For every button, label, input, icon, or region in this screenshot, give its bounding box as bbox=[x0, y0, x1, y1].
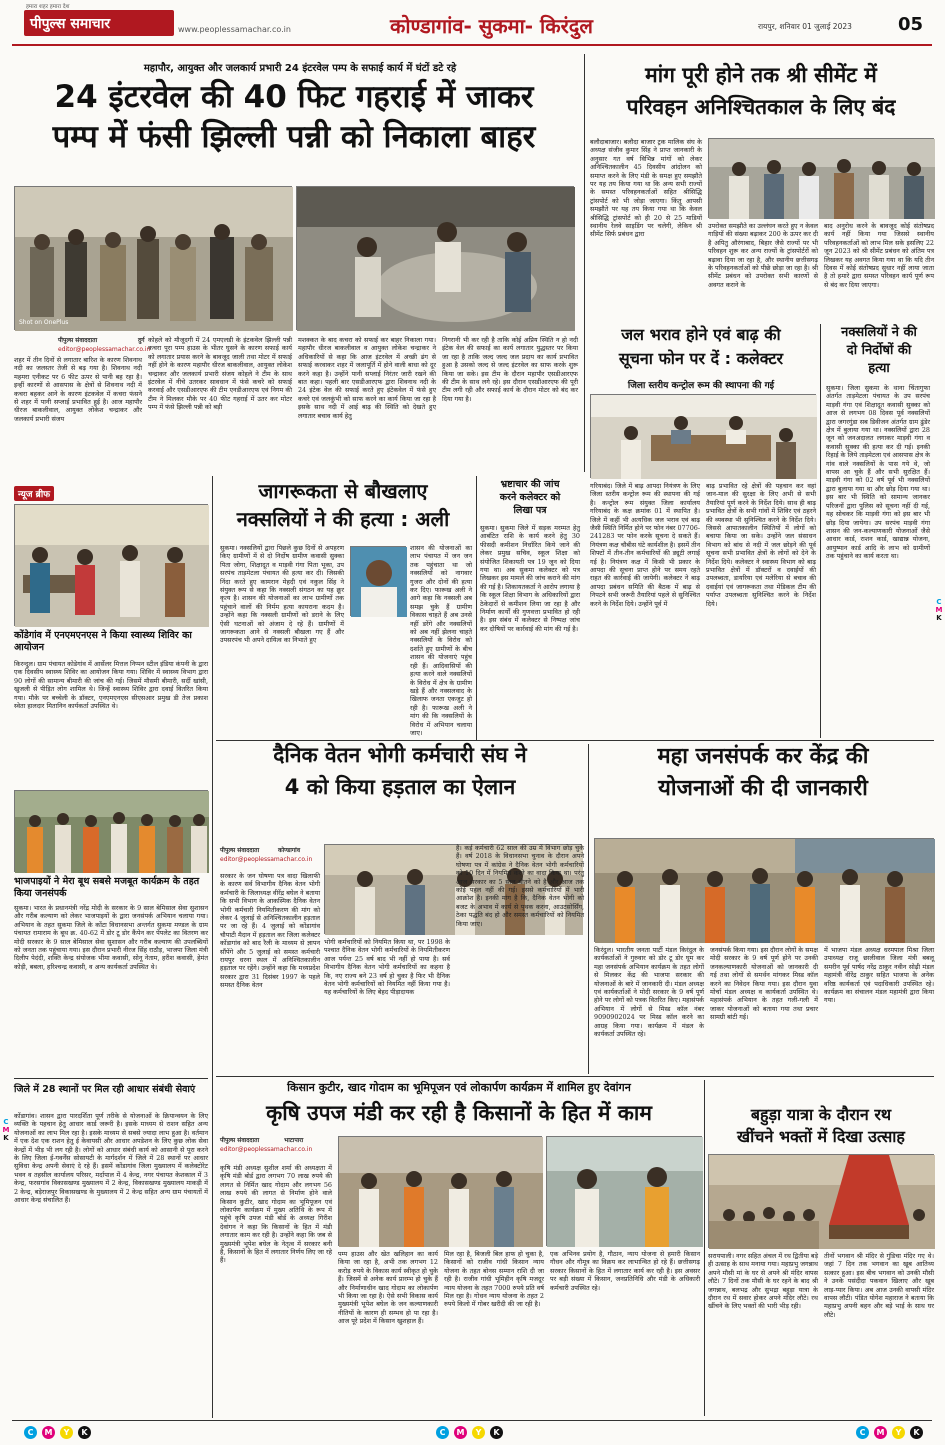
reg-right-k: K bbox=[936, 614, 942, 622]
article7-photo-image bbox=[15, 505, 209, 627]
cmyk-block-center bbox=[436, 1426, 526, 1440]
divider-article6 bbox=[476, 476, 477, 740]
article12-col3: मिल रहा है, बिजली बिल हाफ हो चुका है, किसानों को राजीव गांधी किसान न्याय योजना के तहत बोनस सम्मान राशि दी जा रही है। राजीव गांधी भूमिहीन कृषि मजदूर न्याय योजना के तहत 7000 रुपये प्रति वर्ष मिल रहा है। गोधन न्याय योजना के तहत 2 रुपये किलो में गोबर खरीदी की जा रही है। bbox=[444, 1250, 544, 1309]
cmyk-y-right: Y bbox=[892, 1426, 905, 1439]
article3-headline-line2: सूचना फोन पर दें : कलेक्टर bbox=[618, 349, 784, 368]
article11-headline-line2: योजनाओं की दी जानकारी bbox=[658, 776, 868, 801]
news-brief-tag bbox=[14, 482, 54, 501]
article12-byline-email[interactable]: editor@peoplessamachar.co.in bbox=[220, 1146, 313, 1153]
article10-byline-name: पीपुल्स संवाददाता bbox=[220, 847, 260, 854]
article8-photo-image bbox=[15, 791, 209, 873]
article10-col1: सरकार के जन घोषणा पत्र वादा खिलाफी के कारण सर्व विभागीय दैनिक वेतन भोगी कर्मचारी के जिलाध्यक्ष वीरेंद्र बघेल ने बताया कि सभी विभाग के आकस्मिक दैनिक वेतन भोगी कर्मचारी नियमितीकरण की मांग को लेकर 4 जुलाई से अनिश्चितकालीन हड़ताल पर जा रहे हैं। 4 जुलाई को कोंडागांव चौपाटी मैदान में हड़ताल कर जिला कलेक्टर कोंडागांव को बाद रैली के माध्यम से ज्ञापन सौंपेंगे और 5 जुलाई को समस्त कर्मचारी रायपुर धरना स्थल में अनिश्चितकालीन हड़ताल पर रहेंगे। उन्होंने कहा कि मध्यप्रदेश सरकार द्वारा 31 दिसंबर 1997 के पहले समस्त दैनिक वेतन bbox=[220, 872, 320, 990]
article3-col2: बाढ़ प्रभावित रहे क्षेत्रों की पहचान कर वहां जान-माल की सुरक्षा के लिए अभी से सभी तैयारियां पूर्ण करने के निर्देश दिये। साथ ही बाढ़ प्रभावित क्षेत्रों के सभी गांवों में शिविर एवं ठहरने की व्यवस्था भी सुनिश्चित करने के निर्देश दिये। जिससे आपातकालीन स्थितियों में लोगों को बचाया किया जा सके। उन्होंने जल संसाधन विभाग को बांध से नदी में जल छोड़ने की पूर्व सूचना सभी प्रभावित क्षेत्रों के लोगों को देने के निर्देश दिये। कलेक्टर ने स्वास्थ्य विभाग को बाढ़ प्रभावित क्षेत्रों में डॉक्टरों व दवाईयों की उपलब्धता, डायरिया एवं मलेरिया से बचाव की दवाईयां एवं जागरूकता तथा मेडिकल टीम की पर्याप्त उपलब्धता सुनिश्चित करने के निर्देश दिये। bbox=[706, 482, 816, 608]
cmyk-c-center: C bbox=[436, 1426, 449, 1439]
dateline: रायपुर, शनिवार 01 जुलाई 2023 bbox=[758, 22, 852, 31]
article11-col3: में भाजपा मंडल अध्यक्ष धरमपाल मिश्रा जिला उपाध्यक्ष राजू छालीवाल जिला मंत्री बबलू समरीन पूर्व पार्षद नरेंद्र ठाकुर नवीन सोढ़ी मंडल महामंत्री वीरेंद्र ठाकुर सहित भाजपा के अनेक वरिष्ठ कार्यकर्ता एवं पदाधिकारी उपस्थित रहे। कार्यक्रम का संचालन मंडल महामंत्री द्वारा किया गया। bbox=[824, 946, 934, 1005]
cmyk-m-right: M bbox=[874, 1426, 887, 1439]
article2-col3: बाद अनुरोध करने के बावजूद कोई संतोषप्रद कार्य नहीं किया गया जिससे स्थानीय परिवहनकर्ताओं को लाभ मिल सके इसलिए 22 जून 2023 को श्री सीमेंट प्रबंधन को अंतिम पत्र लिखकर यह अवगत किया गया था कि यदि तीन दिवस में कोई संतोषप्रद सुधार नहीं लाया जाता है तो हमारे द्वारा समस्त परिवहन कार्य पूर्ण रूप से बंद कर दिया जाएगा। bbox=[824, 222, 934, 289]
masthead bbox=[0, 0, 945, 46]
cmyk-k-right: K bbox=[910, 1426, 923, 1439]
article7-photo bbox=[14, 504, 208, 626]
article1-byline-name: पीपुल्स संवाददाता bbox=[58, 337, 98, 344]
article4-headline-line3: हत्या bbox=[868, 361, 890, 376]
article12-byline-city: भाटापारा bbox=[284, 1137, 304, 1144]
article10-col3: है। कई कर्मचारी 62 साल की उम्र में विभाग छोड़ चुके हैं। वर्ष 2018 के विधानसभा चुनाव के दौरान अपने घोषणा पत्र में कांग्रेस ने दैनिक वेतन भोगी कर्मचारियों को 10 दिन में नियमित करने का वादा किया था। परंतु आज सरकार का 5 साल बीतने को है और आज तक कोई पहल नहीं की गई। इससे कर्मचारियों में भारी आक्रोश है। इनकी मांग है कि, दैनिक वेतन भोगी को बजट के अभाव में कार्य से पृथक करना, आउटसोर्सिंग, ठेका पद्धति बंद हो और समस्त कर्मचारियों को नियमित किया जाए। bbox=[456, 844, 584, 928]
article11-photo-image bbox=[595, 839, 935, 943]
article5-col1: सुकमा। नक्सलियों द्वारा पिछले कुछ दिनों से अपहरण किए ग्रामीणों में से दो निर्दोष ग्रामीण कवासी सुक्का पिता जोगा, शिक्षादूत व माड़वी गंगा पिता भूका, उप सरपंच ताड़मेटला पंचायत की हत्या कर दी। जिसकी निंदा करते हुए कामरान मेहदी एवं नकुल सिंह ने संयुक्त रूप से कहा कि नक्सली संगठन का यह क्रूर कृत्य है। शासन की योजनाओं का लाभ ग्रामीणों तक पहुंचाने वालों की निर्मम हत्या कायराना कदम है। उन्होंने कहा कि नक्सली ग्रामीणों को डराने के लिए ऐसी घटनाओं को अंजाम दे रहे हैं। ग्रामीणों में जागरूकता आने से नक्सली बौखला गए हैं और उपसरपंच भी अपने दायित्व का निभाते हुए bbox=[220, 544, 344, 645]
article2-headline-line1: मांग पूरी होने तक श्री सीमेंट में bbox=[645, 63, 877, 87]
article6-body: सुकमा। सुकमा जिले में सड़क मरम्मत हेतु आबंटित राशि के कार्य करने हेतु 30 फीसदी कमीशन निर्धारित किये जाने की लेकर प्रमुख सचिव, स्कूल शिक्षा को संयोजित शिकायती पत्र 19 जून को दिया गया था। अब सुकमा कलेक्टर को पत्र लिखकर इस मामले की जांच कराने की मांग की गई है। शिकायतकर्ता ने आरोप लगाया है कि स्कूल शिक्षा विभाग के अधिकारियों द्वारा ठेकेदारों से कमीशन लिया जा रहा है और निर्माण कार्यों की गुणवत्ता प्रभावित हो रही है। इस संबंध में कलेक्टर से निष्पक्ष जांच कर दोषियों पर कार्रवाई की मांग की गई है। bbox=[480, 524, 580, 633]
article1-headline-line2: पम्प में फंसी झिल्ली पन्नी को निकाला बाहर bbox=[52, 119, 536, 155]
article7-body: किरन्दुल। ग्राम पंचायत कोडेगांव में आर्सेलर मित्तल निप्पन स्टील इंडिया कंपनी के द्वारा एक दिवसीय स्वास्थ्य शिविर का आयोजन किया गया। शिविर में स्वास्थ्य विभाग द्वारा 90 लोगों की सामान्य बीमारी की जांच की गई। जिसमें मौसमी बीमारी, सर्दी खांसी, खुजली से पीड़ित लोग शामिल थे। जिन्हें स्वास्थ्य शिविर द्वारा दवाई वितरित किया गया। मौके पर बच्चेली के डॉक्टर, एनएमएनएस सीएसआर प्रमुख डी तेज प्रकाश स्वेता हालदार मितानिन कार्यकर्ता उपस्थित थे। bbox=[14, 660, 208, 711]
article6-headline-line1: भ्रष्टाचार की जांच bbox=[500, 479, 560, 490]
article10-headline-line2: 4 को किया हड़ताल का ऐलान bbox=[284, 775, 516, 799]
cmyk-block-right bbox=[856, 1426, 936, 1440]
article1-byline-city: दुर्ग bbox=[138, 337, 145, 344]
article1-photo-left bbox=[14, 186, 292, 330]
article7-headline: कोंडेगांव में एनएमएनएस ने किया स्वास्थ्य शिविर का आयोजन bbox=[14, 630, 192, 653]
article12-col1: कृषि मंडी अध्यक्ष सुशील शर्मा की अध्यक्षता में कृषि मंडी बोर्ड द्वारा लगभग 70 लाख रुपये की लागत से निर्मित खाद गोदाम और लगभग 56 लाख रुपये की लागत से निर्माण होने वाले किसान कुटीर, खाद गोदाम का भूमिपूजन एवं लोकार्पण कार्यक्रम में मुख्य अतिथि के रूप में पहुंचे कृषि उपज मंडी बोर्ड के अध्यक्ष गिरीश देवांगन ने कहा कि किसानों के हित में मंडी लगातार काम कर रही है। उन्होंने कहा कि जब से मुख्यमंत्री भूपेश बघेल के नेतृत्व में सरकार बनी है, किसानों के हित में लगातार निर्णय लिए जा रहे हैं। bbox=[220, 1164, 332, 1265]
article2-photo-image bbox=[709, 139, 935, 219]
logo[interactable] bbox=[24, 10, 174, 36]
article12-photo-left-image bbox=[339, 1137, 543, 1247]
article1-photo-left-image bbox=[15, 187, 293, 331]
article4-headline-line2: दो निर्दोषों की bbox=[846, 343, 912, 358]
bottom-rule bbox=[12, 1420, 932, 1421]
divider-article13 bbox=[704, 1080, 705, 1416]
article4-headline-line1: नक्सलियों ने की bbox=[841, 325, 917, 340]
divider-left-lower bbox=[14, 1078, 208, 1079]
article5-headline-line1: जागरूकता से बौखलाए bbox=[258, 479, 428, 503]
divider-article11 bbox=[588, 744, 589, 1074]
article12-headline: कृषि उपज मंडी कर रही है किसानों के हित में काम bbox=[266, 1101, 652, 1125]
article2-photo bbox=[708, 138, 934, 218]
article12-photo-right bbox=[546, 1136, 702, 1246]
article3-photo bbox=[590, 394, 816, 478]
cmyk-y-center: Y bbox=[472, 1426, 485, 1439]
article10-headline-line1: दैनिक वेतन भोगी कर्मचारी संघ ने bbox=[273, 743, 527, 767]
divider-mid-horizontal bbox=[216, 740, 934, 741]
article10-col2: भोगी कर्मचारियों को नियमित किया था, पर 1998 के पश्चात दैनिक वेतन भोगी कर्मचारियों के नियमितीकरण आज पर्यन्त 25 वर्ष बाद भी नहीं हो पाया है। सर्व विभागीय दैनिक वेतन भोगी कर्मचारियों का कहना है कि, नए राज्य बने 23 वर्ष हो चुका है फिर भी दैनिक वेतन भोगी कर्मचारियों को नियमित नहीं किया गया है। यह कर्मचारियों के लिए बेहद पीड़ादायक bbox=[324, 938, 450, 997]
article11-col1: किरंदुल। भारतीय जनता पार्टी मंडल किरंदुल के कार्यकर्ताओं ने गुरुवार को डोर टू डोर घूम कर महा जनसंपर्क अभियान कार्यक्रम के तहत लोगों से मिलकर केंद्र की भाजपा सरकार की योजनाओं के बारे में जानकारी दी। मंडल अध्यक्ष एवं कार्यकर्ताओं ने मोदी सरकार के 9 वर्ष पूर्ण होने पर लोगों को पत्रक वितरित किए। महासंपर्क अभियान में लोगों से मिस्ड कॉल नंबर 9090902024 पर मिस्ड कॉल करने का आग्रह किया गया। कार्यक्रम में मंडल के कार्यकर्ता उपस्थित रहे। bbox=[594, 946, 704, 1039]
section-title: कोण्डागांव- सुकमा- किरंदुल bbox=[390, 14, 593, 38]
cmyk-block-left bbox=[24, 1426, 114, 1440]
article3-subheadline: जिला स्तरीय कन्ट्रोल रूम की स्थापना की गई bbox=[627, 381, 775, 391]
article13-headline-line2: खींचने भक्तों में दिखा उत्साह bbox=[737, 1127, 905, 1146]
cmyk-y-left: Y bbox=[60, 1426, 73, 1439]
article8-body: सुकमा। भारत के प्रधानमंत्री नरेंद्र मोदी के सरकार के 9 साल बेमिसाल सेवा सुशासन और गरीब कल्याण को लेकर भाजपाइयों के द्वारा जनसंपर्क अभियान चलाया गया। अभियान के तहत सुकमा जिले के कोंटा विधानसभा अन्तर्गत सुकमा मण्डल के ग्राम पंचायत रामाराम के बूथ क्र. 40-62 में डोर टू डोर कैंपेन कर पेंपलेट का वितरण कर मोदी सरकार के 9 साल बेमिसाल सेवा सुशासन और गरीब कल्याण की उपलब्धियों को जनता तक पहुंचाया गया। इस दौरान प्रभारी नीरज सिंह राठौड़, भाजपा जिला मंत्री दिलीप पेदंदी, शक्ति केन्द्र संयोजक भीमा कवासी, सोनू नेताम, हरीश कवासी, हेमंत कोड़ी, बबला, हरिश्चन्द्र कवासी, व अन्य कार्यकर्ता उपस्थित थे। bbox=[14, 904, 208, 971]
article12-col2: पम्प हाउस और खेत खलिहान का कार्य किया जा रहा है, अभी तक लगभग 12 करोड़ रुपये के विकास कार्य स्वीकृत हो चुके हैं। जिसमें से अनेक कार्य प्रारम्भ हो चुके हैं और निर्माणाधीन खाद गोदाम का लोकार्पण भी किया जा रहा है। ऐसे सभी विकास कार्य मुख्यमंत्री भूपेश बघेल के जन कल्याणकारी नीतियों के कारण ही सम्भव हो पा रहा है। आज पूरे प्रदेश में किसान खुशहाल हैं। bbox=[338, 1250, 438, 1326]
article2-col1: बलौदाबाजार। बलौदा बाजार ट्रक मालिक संघ के अध्यक्ष संजीव कुमार सिंह ने प्राप्त जानकारी के अनुसार गत वर्ष विभिन्न मांगों को लेकर अनिश्चितकालीन 45 दिवसीय आंदोलन को समाप्त करने के लिए मंडी के समक्ष हुए समझौते पर यह तय किया गया था कि अन्य सभी राज्यों के समस्त परिवहनकर्ताओं सहित श्रीसिद्धि ट्रांसपोर्ट को भी जोड़ा जाएगा। किंतु आपसी समझौते पर यह तय किया गया था कि केवल श्रीसिद्धि ट्रांसपोर्ट को ही 20 से 25 माडियों स्थानीय रेलवे साइडिंग पर चलेगी, लेकिन श्री सीमेंट सिर्फ प्रबंधन द्वारा bbox=[590, 138, 702, 239]
cmyk-k-left: K bbox=[78, 1426, 91, 1439]
cmyk-c-right: C bbox=[856, 1426, 869, 1439]
masthead-rule bbox=[12, 44, 932, 46]
article1-photo-right-image bbox=[297, 187, 575, 331]
reg-right-m: M bbox=[935, 606, 943, 614]
logo-text: पीपुल्स समाचार bbox=[30, 16, 111, 32]
reg-left-m: M bbox=[2, 1126, 10, 1134]
article11-headline-line1: महा जनसंपर्क कर केंद्र की bbox=[657, 744, 869, 769]
article6-headline-line3: लिखा पत्र bbox=[513, 505, 547, 516]
article13-col1: सरायपाली। नगर सहित अंचल में रथ द्वितीया बड़े ही उत्साह के साथ मनाया गया। महाप्रभु जगन्नाथ अपने मौसी मां के घर से अपने श्री मंदिर वापस लौटे। 7 दिनों तक मौसी के घर रहने के बाद श्री जगन्नाथ, बलभद्र और सुभद्रा बहुड़ा यात्रा के दौरान रथ में सवार होकर अपने मंदिर लौटे। रथ खींचने के लिए भक्तों की भारी भीड़ रही। bbox=[708, 1252, 818, 1311]
article12-col4: एक अभिनव प्रयोग है, गौठान, न्याय योजना से हमारी किसान गौधन और गौमूत्र का विक्रय कर लाभान्वित हो रहे हैं। छत्तीसगढ़ सरकार किसानों के हित में लगातार कार्य कर रही है। इस अवसर पर बड़ी संख्या में किसान, जनप्रतिनिधि और मंडी के अधिकारी कर्मचारी उपस्थित रहे। bbox=[550, 1250, 700, 1292]
article3-headline-line1: जल भराव होने एवं बाढ़ की bbox=[621, 325, 781, 344]
logo-tagline: हमारा शहर हमारा देश bbox=[26, 4, 70, 10]
article1-col2: कोहले को मौजूदगी में 24 एमएलडी के इंटकवेल झिल्ली पन्नी कचरा पूरा पम्प हाउस के भीतर घुसने के कारण सफाई कार्य को लगातार प्रयास करने के बावजूद जाली तथा मोटर में सफाई नहीं होने के कारण महापौर धीरज बाकलीवाल, आयुक्त लोकेश चन्द्राकर और जलकार्य प्रभारी संजय कोहले ने टीम के साथ इंटरवेल में नीचे उतरकर सावधान में फंसे कचरे को सफाई करवाई और एसडीआरएफ की टीम एनडीआरएफ एवं निगम की टीम ने मिलकर मौके पर 40 फीट गहराई में उतर कर मोटर पम्प में फंसे झिल्ली पन्नी को बड़ी bbox=[148, 336, 292, 412]
cmyk-m-left: M bbox=[42, 1426, 55, 1439]
article10-byline-email[interactable]: editor@peoplessamachar.co.in bbox=[220, 856, 313, 863]
article10-byline bbox=[220, 846, 320, 868]
article1-headline-line1: 24 इंटरवेल की 40 फिट गहराई में जाकर bbox=[54, 79, 534, 115]
divider-top-right bbox=[584, 54, 585, 472]
article5-portrait bbox=[350, 546, 406, 616]
article13-headline-line1: बहुड़ा यात्रा के दौरान रथ bbox=[750, 1105, 892, 1124]
article5-portrait-image bbox=[351, 547, 407, 617]
article8-photo bbox=[14, 790, 208, 872]
cmyk-c-left: C bbox=[24, 1426, 37, 1439]
page-number: 05 bbox=[898, 14, 924, 35]
news-brief-tag-label: न्यूज ब्रीफ bbox=[14, 486, 54, 501]
reg-right-c: C bbox=[936, 598, 942, 606]
article12-photo-left bbox=[338, 1136, 542, 1246]
article4-col1: सुकमा। जिला सुकमा के थाना चिंतागुफा अंतर्गत ताड़मेटला पंचायत के उप सरपंच माड़वी गंगा एवं शिक्षादूत कवासी सुक्का को आज से लगभग 08 दिवस पूर्व नक्सलियों द्वारा जगरगुंडा सब डिवीजन अंतर्गत ग्राम ढुंडेर क्षेत्र में बुलाया गया था। नक्सलियों द्वारा 28 जून को जनअदालत लगाकर माड़वी गंगा व कवासी सुक्का की हत्या कर दी गई। इनकी रिहाई के लिये ताड़मेटला एवं आसपास क्षेत्र के गांव वाले नक्सलियों के पास गये थे, जो वापस आ चुके हैं और सभी सुरक्षित हैं। माड़वी गंगा को 02 वर्ष पूर्व भी नक्सलियों द्वारा बुलाया गया था और छोड़ दिया गया था। इस बार भी स्थिति को सामान्य जानकर परिजनों द्वारा पुलिस को सूचना नहीं दी गई, यह सोचकर कि माड़वी गंगा को इस बार भी छोड़ दिया जायेगा। उप सरपंच माड़वी गंगा शासन की जन-कल्याणकारी योजनाओं जैसे आधार कार्ड, राशन कार्ड, खाद्यान्न योजना, आयुष्मान कार्ड आदि के लाभ को ग्रामीणों तक पहुंचाने का कार्य करता था। bbox=[826, 384, 930, 561]
article8-headline: भाजपाइयों ने मेरा बूथ सबसे मजबूत कार्यक्रम के तहत किया जनसंपर्क bbox=[14, 876, 200, 899]
article2-headline-line2: परिवहन अनिश्चितकाल के लिए बंद bbox=[626, 95, 896, 119]
article12-byline-name: पीपुल्स संवाददाता bbox=[220, 1137, 260, 1144]
article12-photo-right-image bbox=[547, 1137, 703, 1247]
cmyk-k-center: K bbox=[490, 1426, 503, 1439]
divider-article4 bbox=[820, 324, 821, 738]
article1-col3: मशक्कत के बाद कचरा को सफाई कर बाहर निकाला गया। महापौर धीरज बाकलीवाल व आयुक्त लोकेश चन्द्राकर ने अधिकारियों से कहा कि आज इंटरवेल में अच्छी ढंग से सफाई करवाकर शहर में जलापूर्ति में होने वाली बाधा को दूर करने कहा है। उन्होंने पानी सप्लाई निरंतर जारी रखने की बात कहा। पहली बार एसडीआरएफ द्वारा शिवनाथ नदी के 24 इंटेक वेल की सफाई करते हुए इंटेकवेल में फंसे हुए कचरे एवं जलकुंभी को साफ करने का कार्य किया जा रहा है इसके साथ नदी में आई बाढ़ की स्थिति को देखते हुए लगातार बचाव कार्य हेतु bbox=[298, 336, 436, 420]
reg-left-k: K bbox=[3, 1134, 9, 1142]
article1-photo-caption: Shot on OnePlus bbox=[19, 319, 69, 326]
article9-headline: जिले में 28 स्थानों पर मिल रही आधार संबंधी सेवाएं bbox=[14, 1084, 196, 1095]
article13-photo bbox=[708, 1154, 934, 1248]
registration-mark-left bbox=[1, 1118, 11, 1148]
article13-photo-image bbox=[709, 1155, 935, 1249]
article1-col4: निगरानी भी कर रही है ताकि कोई अप्रिय स्थिति न हो नदी इंटेक वेल की सफाई का कार्य लगातार युद्धस्तर पर किया जा रहा है ताकि जल्द जल्द जल प्रदाय का कार्य प्रभावित हुआ है उसको जल्द से जल्द इंटरवेल का साफ करके शुरू किया जा सके। इस टीम के दौरान महापौर एसडीआरएफ की टीम के साथ लगे रहे। इस दौरान एसडीआरएफ की पूरी टीम लगी रही और सफाई कार्य के दौरान मोटर को बंद कर दिया गया है। bbox=[442, 336, 578, 403]
article1-byline-email[interactable]: editor@peoplessamachar.co.in bbox=[58, 346, 151, 353]
website-url[interactable]: www.peoplessamachar.co.in bbox=[178, 25, 291, 34]
article12-kicker: किसान कुटीर, खाद गोदाम का भूमिपूजन एवं लोकार्पण कार्यक्रम में शामिल हुए देवांगन bbox=[287, 1081, 631, 1094]
article3-col1: गरियाबंद। जिले में बाढ़ आपदा नियंत्रण के लिए जिला स्तरीय कन्ट्रोल रूम की स्थापना की गई है। कन्ट्रोल रूम संयुक्त जिला कार्यालय गरियाबंद के कक्ष क्रमांक 01 में स्थापित है। जिले में कहीं भी अत्यधिक जल भराव एवं बाढ़ जैसी स्थिति निर्मित होने पर फोन नंबर 07706-241283 पर फोन करके सूचना दे सकते हैं। नियंत्रण कक्ष चौबीस घंटे कार्यशील है। इसमें तीन शिफ्टों में तीन-तीन कर्मचारियों की ड्यूटी लगाई गई है। नियंत्रण कक्ष में किसी भी प्रकार के आपदा की सूचना प्राप्त होने पर समय रहते राहत की कार्रवाई की जायेगी। कलेक्टर ने बाढ़ आपदा प्रबंधन समिति की बैठक में बाढ़ से निपटने सभी जरूरी तैयारियां पहले से सुनिश्चित करने के निर्देश दिये। उन्होंने पूर्व में bbox=[590, 482, 700, 608]
reg-left-c: C bbox=[3, 1118, 9, 1126]
article1-photo-right bbox=[296, 186, 574, 330]
divider-lower-horizontal bbox=[216, 1076, 934, 1077]
divider-left-column bbox=[212, 476, 213, 1418]
article1-col1: शहर में तीन दिनों से लगातार बारिश के कारण शिवनाथ नदी का जलस्तर तेजी से बढ़ गया है। शिवनाथ नदी महमरा एनीकट पर 6 फीट ऊपर से पानी बह रहा है। इन्हीं कारणों से आसपास के क्षेत्रों से शिवनाथ नदी में कचरा बहकर आने के कारण इंटकवेल में कचरा फंसने से शहर में पानी सप्लाई प्रभावित हुई है। आज महापौर धीरज बाकलीवाल, आयुक्त लोकेश चन्द्राकर और जलकार्य प्रभारी संजय bbox=[14, 356, 142, 423]
article2-col2: उपरोक्त समझौते का उल्लंघन करते हुए न केवल गाड़ियों की संख्या बढ़ाकर 200 के ऊपर कर दी है अपितु औरंगाबाद, बिहार जैसे राज्यों पर भी परिवहन शुरू कर अन्य राज्यों के ट्रांसपोर्टरों को बढ़ावा दिया जा रहा है, और स्थानीय छत्तीसगढ़ के परिवहनकर्ताओं को पीछे छोड़ा जा रहा है। श्री सीमेंट प्रबंधन को उपरोक्त सभी कारणों से अवगत कराने के bbox=[708, 222, 818, 289]
cmyk-strip bbox=[0, 1418, 945, 1445]
article5-col2: शासन की योजनाओं का लाभ पंचायत में जन जन तक पहुंचाता था जो नक्सलियों को नागवार गुजरा और दोनों की हत्या कर दिए। फारूख अली ने आगे कहा कि नक्सली अब समझ चुके हैं ग्रामीण विकास चाहते हैं अब उनसे नहीं डरेंगे और नक्सलियों को अब नहीं झेलना चाहते नक्सलियों के विरोध को दर्शाते हुए ग्रामीणों के बीच शासन की योजनाएं पहुंच रही हैं। आदिवासियों की हत्या करने वाले नक्सलियों के विरोध में क्षेत्र के ग्रामीण खड़े हैं और नक्सलवाद के खिलाफ जनता एकजुट हो रही है। फारूख अली ने मांग की कि नक्सलियों के विरोध में अभियान चलाया जाए। bbox=[410, 544, 472, 737]
article11-photo bbox=[594, 838, 934, 942]
article10-byline-city: कोण्डागांव bbox=[278, 847, 301, 854]
article5-headline-line2: नक्सलियों ने की हत्या : अली bbox=[236, 507, 450, 531]
article9-body: कोंडागांव। शासन द्वारा पारदर्शिता पूर्ण तरीके से योजनाओं के क्रियान्वयन के लिए व्यक्ति के पहचान हेतु आधार कार्ड जरूरी है। इसके माध्यम से राशन सहित अन्य योजनाओं का लाभ मिल रहा है। इसके माध्यम से सबसे ज्यादा लाभ हुआ है। वर्तमान में एक देश एक राशन हेतु ई केवायसी और आधार अपडेशन के लिए कुछ लोक सेवा केन्द्रों में भीड़ भी लग रही है। लोगों को आधार संबंधी कार्य को आसानी से पूरा करने के लिए जिला ई-गवर्नेंस सोसायटी के मार्गदर्शन में जिले में 28 स्थानों पर आधार सुविधा केन्द्र अपनी सेवाएं दे रहे हैं। इसमें कोंडागांव जिला मुख्यालय में कलेक्टोरेट भवन व तहसील कार्यालय परिसर, मर्दापाल में 4 केन्द्र, नगर पंचायत केशकाल में 3 केन्द्र, फरसगांव विकासखण्ड मुख्यालय में 2 केन्द्र, विकासखण्ड मुख्यालय माकड़ी में 2 केन्द्र, बड़ेराजपुर विकासखण्ड के मुख्यालय में 2 केन्द्र सहित अन्य ग्राम पंचायतों में आधार केन्द्र संचालित हैं। bbox=[14, 1112, 208, 1205]
cmyk-m-center: M bbox=[454, 1426, 467, 1439]
article6-headline-line2: करने कलेक्टर को bbox=[499, 492, 561, 503]
article13-col2: तीनों भगवान श्री मंदिर से गुंडिचा मंदिर गए थे। जहां 7 दिन तक भगवान का खूब आतिथ्य सत्कार हुआ। इस बीच भगवान को उनकी मौसी ने उनके पसंदीदा पकवान खिलाए और खूब लाड़-प्यार किया। अब आज उनकी वापसी मंदिर वापस लौटी। पंडित योगेश महाराज ने बताया कि महाप्रभु अपनी बहन और बड़े भाई के साथ घर लौटे। bbox=[824, 1252, 934, 1319]
registration-mark-right bbox=[934, 598, 944, 628]
article11-col2: जनसंपर्क किया गया। इस दौरान लोगों के समक्ष मोदी सरकार के 9 वर्ष पूर्ण होने पर उनकी जनकल्याणकारी योजनाओं को जानकारी दी गई तथा लोगों से समर्थन मांगकर मिस्ड कॉल करने का निवेदन किया गया। इस दौरान युवा मोर्चा मंडल अध्यक्ष व कार्यकर्ता उपस्थित थे। महासंपर्क अभियान के तहत गली-गली में जाकर योजनाओं को बताया गया तथा प्रचार सामग्री बांटी गई। bbox=[710, 946, 818, 1022]
article1-kicker: महापौर, आयुक्त और जलकार्य प्रभारी 24 इंटरवेल पम्प के सफाई कार्य में घंटों डटे रहे bbox=[143, 63, 457, 74]
article3-photo-image bbox=[591, 395, 817, 479]
